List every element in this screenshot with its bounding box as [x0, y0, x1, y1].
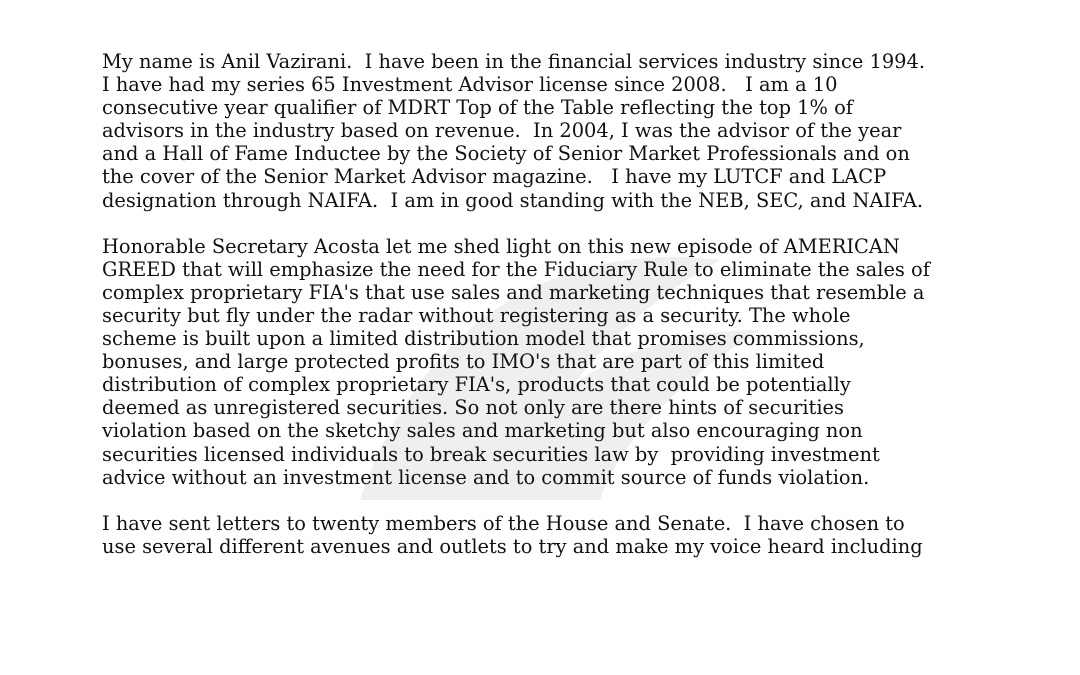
text-line: My name is Anil Vazirani. I have been in the financial services industry since 1994.	[102, 50, 926, 73]
text-line: GREED that will emphasize the need for the Fiduciary Rule to eliminate the sales of	[102, 257, 930, 281]
text-line: Honorable Secretary Acosta let me shed light on this new episode of AMERICAN	[102, 234, 900, 258]
text-line: I have sent letters to twenty members of the House and Senate. I have chosen to	[102, 511, 905, 535]
text-line: use several different avenues and outlets to try and make my voice heard including	[102, 534, 923, 558]
text-line: designation through NAIFA. I am in good standing with the NEB, SEC, and NAIFA.	[102, 188, 924, 212]
text-line: advice without an investment license and to commit source of funds violation.	[102, 465, 870, 489]
text-line: deemed as unregistered securities. So not only are there hints of securities	[102, 396, 844, 420]
text-line: bonuses, and large protected profits to IMO's that are part of this limited	[102, 350, 825, 374]
paragraph-letters	[102, 512, 992, 558]
text-line: and a Hall of Fame Inductee by the Society of Senior Market Professionals and on	[102, 142, 910, 166]
text-line: security but fly under the radar without registering as a security. The whole	[102, 303, 851, 327]
text-line: scheme is built upon a limited distribution model that promises commissions,	[102, 327, 865, 351]
text-line: complex proprietary FIA's that use sales and marketing techniques that resemble a	[102, 280, 925, 304]
text-line: distribution of complex proprietary FIA's, products that could be potentially	[102, 373, 851, 397]
paragraph-credentials	[102, 50, 992, 212]
text-line: advisors in the industry based on revenue. In 2004, I was the advisor of the year	[102, 119, 902, 143]
text-line: violation based on the sketchy sales and marketing but also encouraging non	[102, 419, 863, 443]
letter-body	[102, 50, 992, 581]
text-line: I have had my series 65 Investment Advisor license since 2008. I am a 10	[102, 73, 838, 97]
text-line: consecutive year qualifier of MDRT Top of the Table reflecting the top 1% of	[102, 96, 853, 120]
paragraph-american-greed	[102, 235, 992, 489]
text-line: securities licensed individuals to break securities law by providing investment	[102, 442, 880, 466]
text-line: the cover of the Senior Market Advisor magazine. I have my LUTCF and LACP	[102, 165, 887, 189]
